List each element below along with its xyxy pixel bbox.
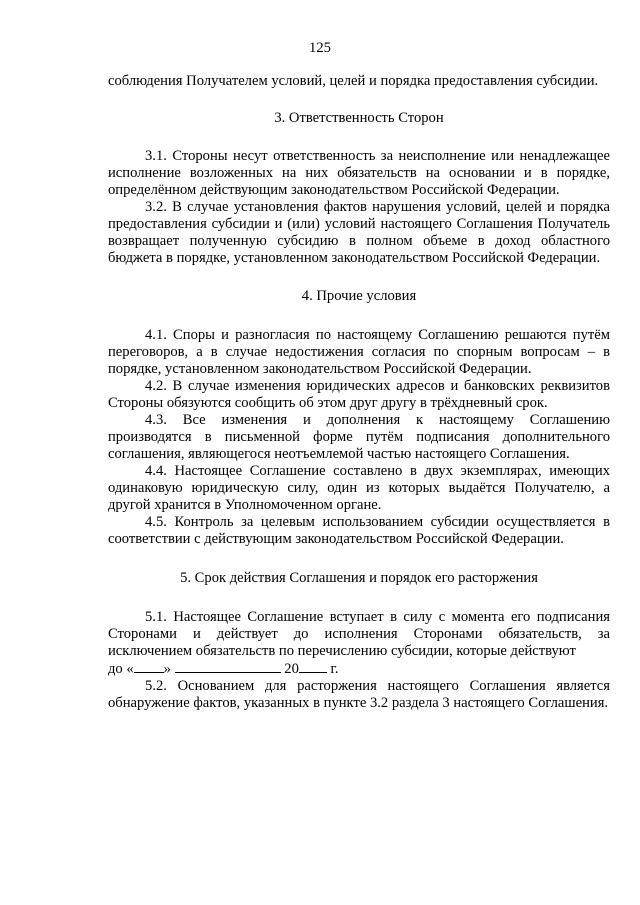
paragraph-3-2: 3.2. В случае установления фактов нарушения условий, целей и порядка предоставления субсидии и (или) условий настоящего Соглашения Получатель возвращает полученную субсидию в полном объеме в доход областного бюджета в порядке, установленном законодательством Российской Федерации. xyxy=(108,199,610,266)
date-prefix: до « xyxy=(108,661,134,677)
day-blank-line xyxy=(134,660,164,673)
page-number: 125 xyxy=(309,40,331,56)
paragraph-5-1-date-line xyxy=(108,660,610,678)
paragraph-5-1 xyxy=(108,609,610,660)
document-body xyxy=(108,73,610,712)
paragraph-3-1: 3.1. Стороны несут ответственность за неисполнение или ненадлежащее исполнение возложенных на них обязательств на основании и в порядке, определённом действующим законодательством Российской Федерации. xyxy=(108,148,610,198)
section-4-heading: 4. Прочие условия xyxy=(301,288,417,304)
paragraph-5-2: 5.2. Основанием для расторжения настоящего Соглашения является обнаружение фактов, указанных в пункте 3.2 раздела 3 настоящего Соглашения. xyxy=(108,678,610,711)
paragraph-5-1-text: 5.1. Настоящее Соглашение вступает в силу с момента его подписания Сторонами и действует до исполнения Сторонами обязательств, за исключением обязательств по перечислению субсидии, которые действуют xyxy=(108,609,610,659)
section-5-heading: 5. Срок действия Соглашения и порядок его расторжения xyxy=(180,570,538,586)
paragraph-4-3: 4.3. Все изменения и дополнения к настоящему Соглашению производятся в письменной форме путём подписания дополнительного соглашения, являющегося неотъемлемой частью настоящего Соглашения. xyxy=(108,412,610,462)
paragraph-4-4: 4.4. Настоящее Соглашение составлено в двух экземплярах, имеющих одинаковую юридическую силу, один из которых выдаётся Получателю, а другой хранится в Уполномоченном органе. xyxy=(108,463,610,513)
section-3-heading: 3. Ответственность Сторон xyxy=(274,110,444,126)
paragraph-4-1: 4.1. Споры и разногласия по настоящему Соглашению решаются путём переговоров, а в случае недостижения согласия по спорным вопросам – в порядке, установленном законодательством Российской Федерации. xyxy=(108,327,610,377)
intro-paragraph: соблюдения Получателем условий, целей и порядка предоставления субсидии. xyxy=(108,73,599,89)
year-blank-line xyxy=(299,660,327,673)
paragraph-4-5: 4.5. Контроль за целевым использованием субсидии осуществляется в соответствии с действующим законодательством Российской Федерации. xyxy=(108,514,610,547)
month-blank-line xyxy=(175,660,281,673)
date-quote-close: » xyxy=(163,661,171,677)
year-prefix: 20 xyxy=(284,661,299,677)
paragraph-4-2: 4.2. В случае изменения юридических адресов и банковских реквизитов Стороны обязуются сообщить об этом друг другу в трёхдневный срок. xyxy=(108,378,610,411)
date-suffix: г. xyxy=(330,661,339,677)
